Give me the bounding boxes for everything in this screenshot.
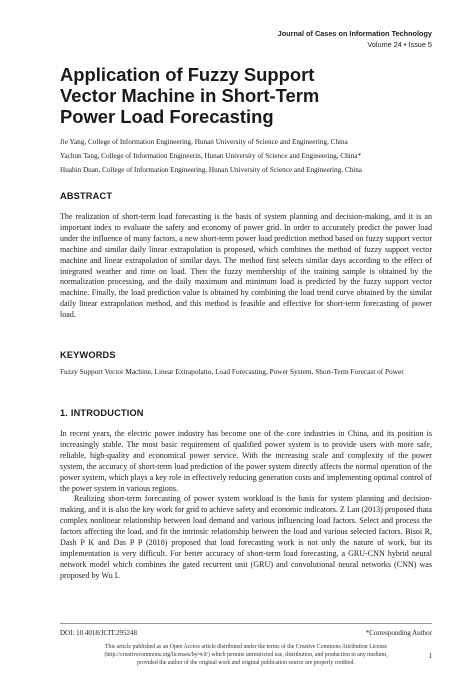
author-affiliation: Jie Yang, College of Information Engineering, Hunan University of Science and Engineering, China [60, 138, 348, 146]
license-notice [60, 643, 432, 668]
abstract-text: The realization of short-term load forecasting is the basis of system planning and decision-making, and it is an important index to evaluate the safety and economy of power grid. In order to accurately predict the power load under the influence of many factors, a new short-term power load prediction method based on fuzzy support vector machine and similar daily linear extrapolation is proposed, which combines the method of fuzzy support vector machine and linear extrapolation of similar days. The method first selects similar days according to the effect of integrated weather and time on load. Then the fuzzy membership of the training sample is obtained by the normalization processing, and the daily maximum and minimum load is predicted by the fuzzy support vector machine. Finally, the load prediction value is obtained by combining the load trend curve obtained by the similar daily linear extrapolation method, and this method is feasible and effective for short-term forecasting of power load. [60, 212, 432, 320]
license-line: provided the author of the original work and original publication source are properly credited. [137, 660, 355, 667]
volume-issue: Volume 24 • Issue 5 [367, 39, 432, 49]
author-affiliation: Huabin Duan, College of Information Engineering, Hunan University of Science and Engineering, China [60, 165, 362, 174]
license-line: This article published as an Open Access article distributed under the terms of the Creative Commons Attribution License [104, 644, 388, 650]
author-list [60, 136, 440, 177]
paragraph: In recent years, the electric power industry has become one of the core industries in China, and its position is increasingly stable. The most basic requirement of qualified power system is to provide users with more safe, reliable, high-quality and economical power service. With the increasing scale and complexity of the power system, the accuracy of short-term load prediction of the power system directly affects the normal operation of the power system, which plays a key role in effectively reducing generation costs and implementing optimal control of the power system in various regions. [60, 429, 432, 493]
keywords-text: Fuzzy Support Vector Machine, Linear Extrapolatio, Load Forecasting, Power System, Short-Term Forecast of Power [60, 367, 404, 376]
paper-title [60, 64, 420, 127]
title-line: Vector Machine in Short-Term [60, 85, 320, 106]
introduction-body [60, 429, 432, 582]
abstract-heading: ABSTRACT [60, 191, 113, 201]
page-number: 1 [428, 652, 432, 660]
paragraph: Realizing short-term forecasting of power system workload is the basis for system planning and decision-making, and it is also the key work for grid to achieve safety and economic indicators. Z Lan (2013) proposed thata complex nonlinear relationship between load demand and various influencing load factors. Select and process the factors affecting the load, and fit the intrinsic relationship between the load and various selected factors. Bisoi R, Dash P K and Das P P (2018) proposed that load forecasting work is not only the nature of work, but its implementation is very difficult. For better accuracy of short-term load forecasting, a GRU-CNN hybrid neural network model which combines the gated recurrent unit (GRU) and convolutional neural networks (CNN) was proposed by Wu L [60, 494, 432, 580]
doi: DOI: 10.4018/JCIT.295248 [60, 629, 138, 637]
title-line: Power Load Forecasting [60, 106, 274, 127]
journal-name: Journal of Cases on Information Technology [277, 29, 432, 38]
keywords-heading: KEYWORDS [60, 350, 116, 360]
license-line: (http://creativecommons.org/licenses/by/4.0/) which permits unrestricted use, distribution, and production in any medium, [104, 652, 388, 659]
footer-divider [60, 623, 432, 624]
title-line: Application of Fuzzy Support [60, 64, 315, 85]
corresponding-author-note: *Corresponding Author [365, 629, 432, 637]
journal-header [278, 29, 432, 50]
introduction-heading: 1. INTRODUCTION [60, 408, 144, 418]
author-affiliation: Yachun Tang, College of Information Engineerin, Hunan University of Science and Engineering, China* [60, 151, 362, 160]
